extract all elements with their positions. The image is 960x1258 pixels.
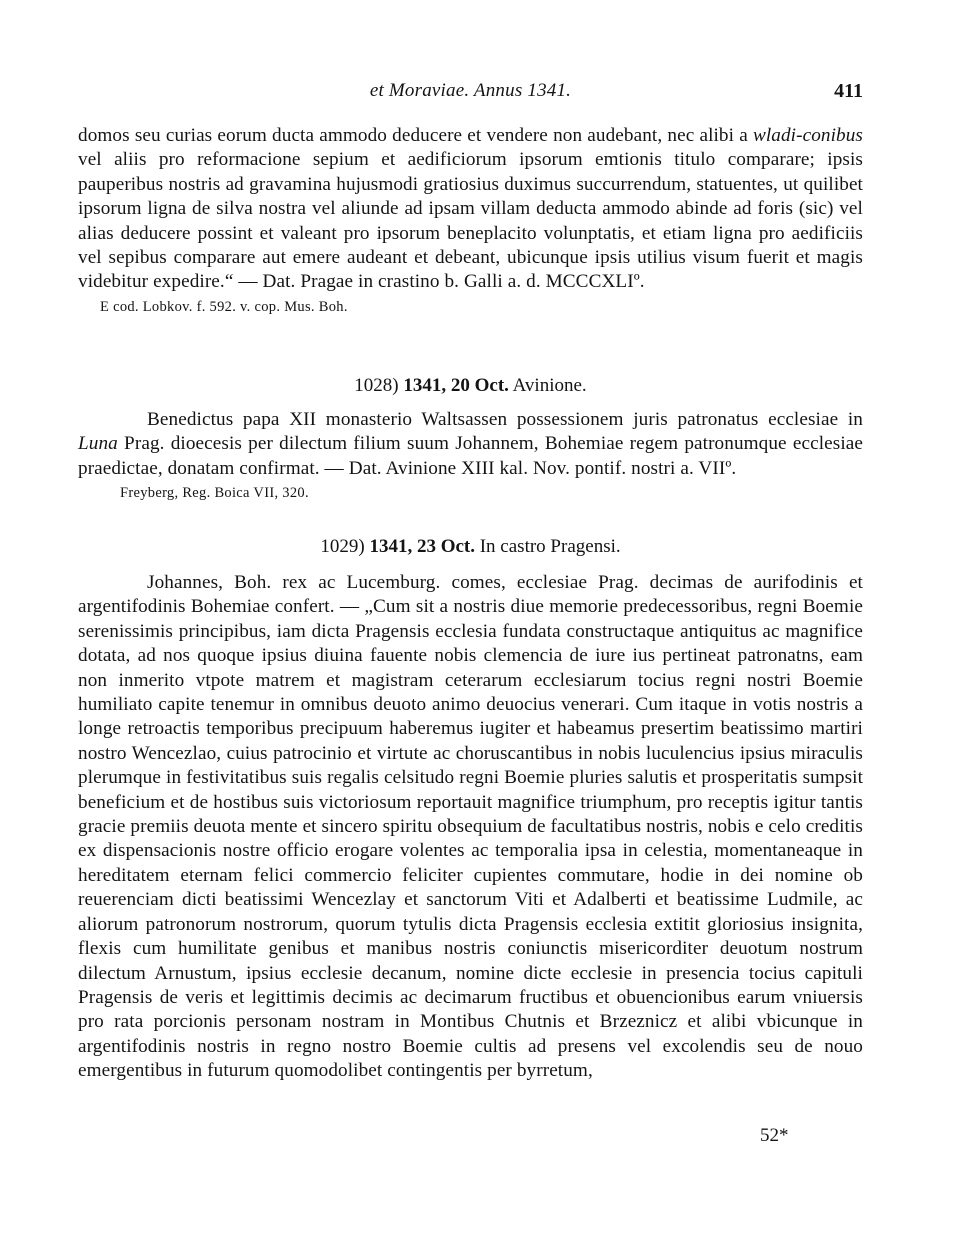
entry-heading-1029 bbox=[78, 536, 863, 558]
running-title: et Moraviae. Annus 1341. bbox=[369, 80, 572, 101]
regest-paragraph bbox=[78, 408, 863, 481]
entry-body-1028 bbox=[78, 408, 863, 503]
text-run: Benedictus papa XII monasterio Waltsassen possessionem juris patronatus ecclesiae in bbox=[147, 409, 863, 430]
continued-paragraph bbox=[78, 124, 863, 295]
entry-body-1029 bbox=[78, 571, 863, 1084]
italic-term: wladi-conibus bbox=[752, 125, 863, 146]
entry-place: In castro Pragensi. bbox=[479, 536, 621, 557]
continued-charter-text bbox=[78, 124, 863, 317]
entry-place: Avinione. bbox=[512, 375, 587, 396]
entry-heading-1028 bbox=[78, 375, 863, 397]
charter-paragraph: Johannes, Boh. rex ac Lucemburg. comes, ecclesiae Prag. decimas de aurifodinis et argentifodinis Bohemiae confert. — „Cum sit a nostris diue memorie predecessoribus, regni Boemie serenissimis principibus, iam dicta Pragensis ecclesia fundata constructaque antiquitus ac magnifice dotata, ad nos quoque ipsius diuina fauente nobis clemencia de iure ius pertineat patronatns, eam non inmerito vtpote matrem et magistram ceterarum ecclesiarum tocius regni nostri Boemie humiliato capite tenemur in omnibus deuoto animo deuocius venerari. Cum itaque in votis nostris a longe retroactis temporibus precipuum haberemus iugiter et habeamus presertim beatissimo martiri nostro Wencezlao, cuius patrocinio et virtute ac choruscantibus in nobis luculencius ipsius miraculis plerumque in festivitatibus suis regalis celsitudo regni Boemie pluries salutis et prosperitatis sumpsit beneficium et de hostibus suis victoriosum reportauit magnifice triumphum, pro receptis igitur tantis gracie premiis deuota mente et sincero spiritu obsequium de facultatibus nostris, nobis e celo creditis ex dispensacionis nostre officio erogare volentes ac temporalia ipsa in celestia, momentaneaque in hereditatem eternam felici commercio feliciter cupientes commutare, hodie in dei nomine ob reuerenciam dicti beatissimi Wencezlay et sanctorum Viti et Adalberti et beatissime Ludmile, ac aliorum patronorum nostrorum, quorum tytulis dicta Pragensis ecclesia extitit gloriosius insignita, flexis cum humilitate genibus et manibus nostris coniunctis misericorditer deuotum nostrum dilectum Arnustum, ipsius ecclesie decanum, nomine dicte ecclesie in presencia tocius capituli Pragensis de veris et legittimis decimis ac decimarum fructibus et obuencionibus earum vniuersis pro rata porcionis personam nostram in Montibus Chutnis et Brzeznicz et alibi vbicunque in argentifodinis nostris in regno nostro Boemie cultis ad presens vel excolendis seu de nouo emergentibus in futurum quomodolibet contingentis per byrretum, bbox=[78, 572, 863, 1082]
source-citation: Freyberg, Reg. Boica VII, 320. bbox=[120, 485, 309, 502]
entry-number: 1029) bbox=[320, 536, 365, 557]
text-run: Prag. dioecesis per dilectum filium suum Johannem, Bohemiae regem patronumque ecclesiae praedictae, donatam confirmat. — Dat. Avinione XIII kal. Nov. pontif. nostri a. VIIº. bbox=[78, 433, 863, 479]
source-citation: E cod. Lobkov. f. 592. v. cop. Mus. Boh. bbox=[100, 298, 348, 315]
page-header bbox=[78, 80, 863, 110]
page-number: 411 bbox=[834, 80, 863, 102]
italic-term: Luna bbox=[78, 433, 118, 455]
text-run: vel aliis pro reformacione sepium et aedificiorum ipsorum emtionis titulo comparare; ipsis pauperibus nostris ad gravamina hujusmodi gratiosius duximus succurrendum, statuentes, ut quilibet ipsorum ligna de silva nostra vel aliunde ad ipsam villam deducta ammodo abinde ad foris (sic) vel alias deducere possint et valeant pro ipsorum beneplacito volunptatis, et etiam ligna pro aedificiis vel sepibus comparare aut emere audeant et debeant, ubicunque ipsis utilius visum fuerit et magis videbitur expedire.“ — Dat. Pragae in crastino b. Galli a. d. MCCCXLIº. bbox=[78, 149, 863, 293]
entry-date: 1341, 23 Oct. bbox=[369, 536, 475, 557]
signature-mark: 52* bbox=[760, 1125, 789, 1146]
entry-number: 1028) bbox=[354, 375, 399, 396]
text-run: domos seu curias eorum ducta ammodo deducere et vendere non audebant, nec alibi a bbox=[78, 125, 753, 146]
entry-date: 1341, 20 Oct. bbox=[403, 375, 509, 396]
